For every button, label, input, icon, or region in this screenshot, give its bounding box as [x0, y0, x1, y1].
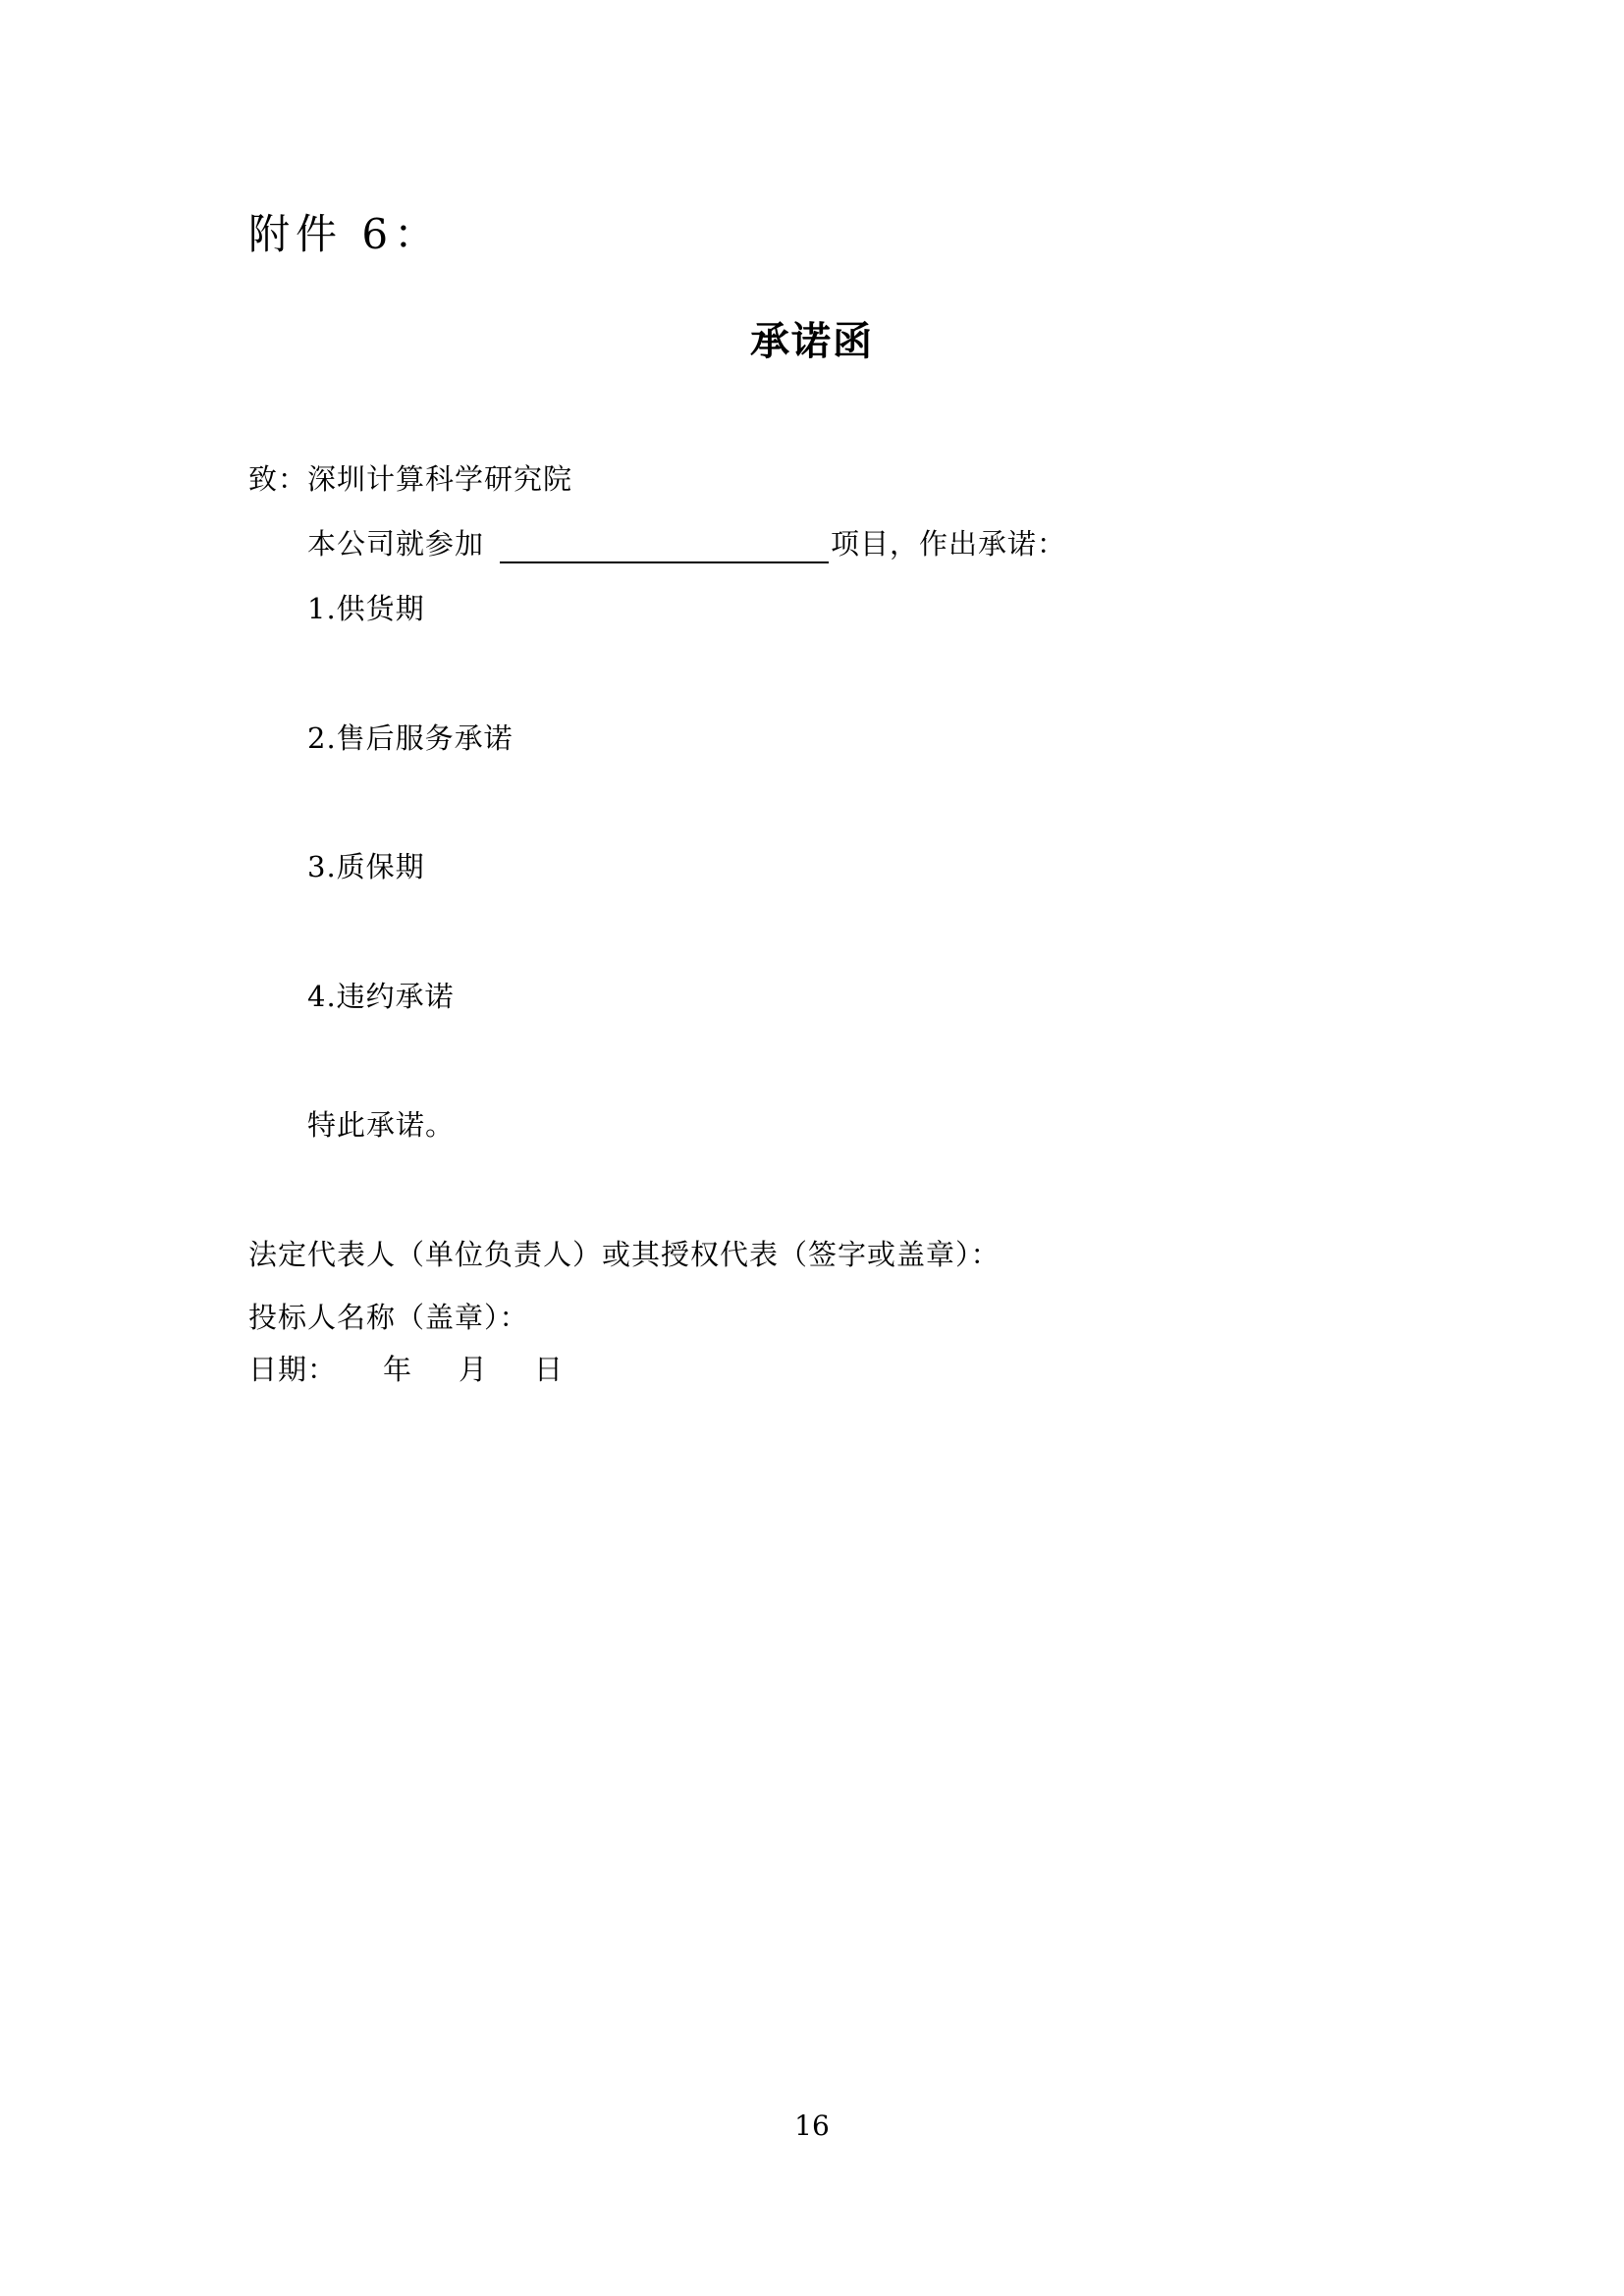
project-name-blank	[500, 526, 829, 563]
intro-suffix: 项目，作出承诺：	[831, 527, 1067, 561]
date-month: 月	[459, 1353, 489, 1386]
date-label: 日期：	[248, 1353, 338, 1386]
document-title: 承诺函	[750, 319, 874, 364]
recipient-line: 致：深圳计算科学研究院	[248, 462, 573, 496]
legal-representative-signature: 法定代表人（单位负责人）或其授权代表（签字或盖章）：	[248, 1238, 1001, 1271]
commitment-item-breach: 4.违约承诺	[307, 980, 455, 1013]
date-day: 日	[534, 1353, 565, 1386]
bidder-name-line: 投标人名称（盖章）：	[248, 1301, 529, 1334]
page-number: 16	[794, 2109, 830, 2142]
closing-statement: 特此承诺。	[307, 1108, 456, 1142]
attachment-label: 附件 6：	[248, 210, 442, 258]
date-year: 年	[383, 1353, 413, 1386]
commitment-item-warranty: 3.质保期	[307, 850, 425, 883]
intro-prefix: 本公司就参加	[307, 527, 485, 561]
intro-line	[307, 524, 1066, 563]
commitment-item-after-sales: 2.售后服务承诺	[307, 721, 514, 755]
commitment-item-delivery: 1.供货期	[307, 592, 425, 625]
date-line	[248, 1350, 564, 1389]
